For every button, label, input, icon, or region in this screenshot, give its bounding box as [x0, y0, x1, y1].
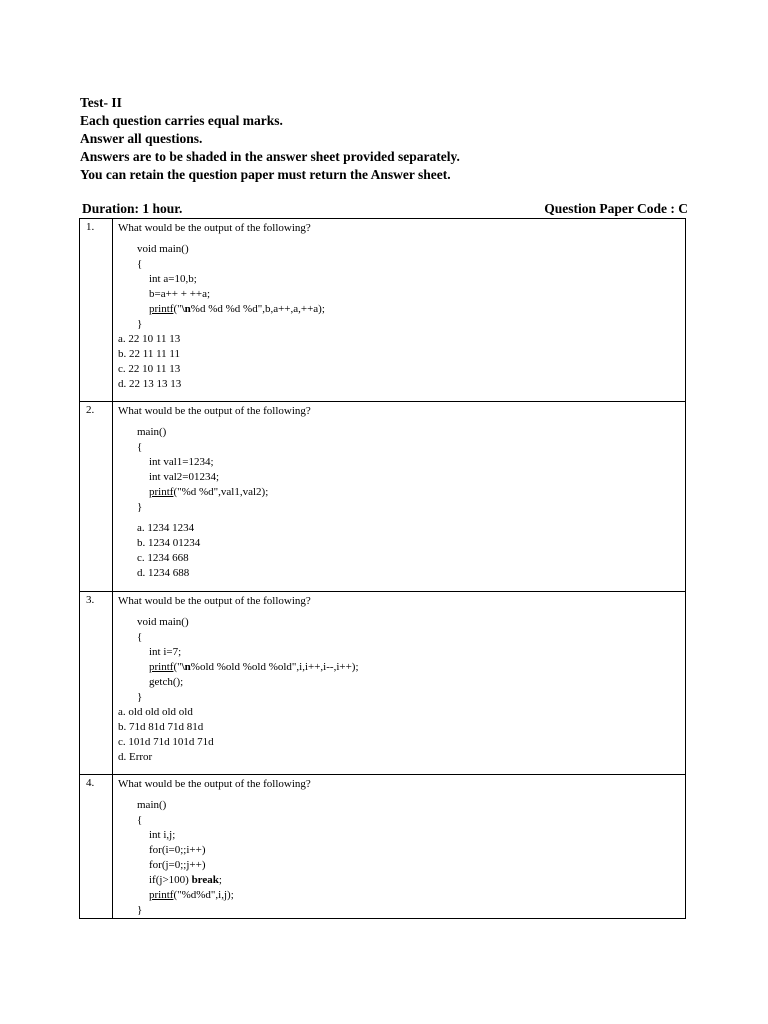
option-a: a. 22 10 11 13 — [118, 333, 181, 345]
code-fragment: \n — [181, 303, 191, 315]
option-d: d. 1234 688 — [137, 567, 190, 579]
code-line — [137, 485, 685, 500]
question-text: What would be the output of the following? — [118, 222, 311, 234]
printf-keyword: printf — [149, 486, 174, 498]
code-fragment: ("%d %d",val1,val2); — [173, 486, 269, 498]
code-line: int val1=1234; — [149, 456, 214, 468]
code-block — [137, 615, 685, 705]
duration-label: Duration: 1 hour. — [82, 201, 183, 216]
code-line: { — [137, 441, 143, 453]
printf-keyword: printf — [149, 889, 174, 901]
question-body — [113, 402, 686, 592]
printf-keyword: printf — [149, 303, 174, 315]
option-c: c. 22 10 11 13 — [118, 363, 181, 375]
break-keyword: break — [191, 874, 219, 886]
question-number: 3. — [80, 592, 113, 775]
paper-code-label: Question Paper Code : C — [544, 201, 688, 216]
code-line — [137, 873, 685, 888]
option-b: b. 1234 01234 — [137, 537, 201, 549]
question-row — [80, 592, 686, 775]
code-line: getch(); — [149, 676, 184, 688]
question-number: 2. — [80, 402, 113, 592]
code-line: for(i=0;;i++) — [149, 844, 206, 856]
code-line: } — [137, 501, 143, 513]
test-title: Test- II — [80, 95, 122, 110]
question-body — [113, 775, 686, 919]
question-text: What would be the output of the following? — [118, 595, 311, 607]
question-body — [113, 592, 686, 775]
code-block — [137, 425, 685, 515]
code-line: int a=10,b; — [149, 273, 197, 285]
code-line: b=a++ + ++a; — [149, 288, 211, 300]
option-a: a. 1234 1234 — [137, 522, 195, 534]
code-line: { — [137, 631, 143, 643]
printf-keyword: printf — [149, 661, 174, 673]
question-row — [80, 219, 686, 402]
code-line: int val2=01234; — [149, 471, 220, 483]
question-text: What would be the output of the following? — [118, 405, 311, 417]
code-fragment: %d %d %d %d",b,a++,a,++a); — [190, 303, 325, 315]
option-b: b. 22 11 11 11 — [118, 348, 181, 360]
code-fragment: (" — [173, 303, 182, 315]
code-line: main() — [137, 799, 167, 811]
question-body — [113, 219, 686, 402]
code-line: main() — [137, 426, 167, 438]
code-line: for(j=0;;j++) — [149, 859, 206, 871]
option-d: d. Error — [118, 751, 153, 763]
code-fragment: ; — [218, 874, 222, 886]
code-line: int i=7; — [149, 646, 182, 658]
paper-instructions — [80, 94, 460, 184]
option-b: b. 71d 81d 71d 81d — [118, 721, 204, 733]
option-c: c. 1234 668 — [137, 552, 189, 564]
code-line — [137, 660, 685, 675]
code-fragment: (" — [173, 661, 182, 673]
instruction-line: Answer all questions. — [80, 131, 203, 146]
code-line: void main() — [137, 616, 189, 628]
option-d: d. 22 13 13 13 — [118, 378, 182, 390]
code-fragment: %old %old %old %old",i,i++,i--,i++); — [190, 661, 359, 673]
code-line — [137, 302, 685, 317]
instruction-line: Each question carries equal marks. — [80, 113, 283, 128]
question-number: 4. — [80, 775, 113, 919]
question-number: 1. — [80, 219, 113, 402]
option-a: a. old old old old — [118, 706, 193, 718]
question-row — [80, 775, 686, 919]
question-row — [80, 402, 686, 592]
code-line: void main() — [137, 243, 189, 255]
code-fragment: if(j>100) — [149, 874, 192, 886]
question-text: What would be the output of the following? — [118, 778, 311, 790]
code-line: { — [137, 258, 143, 270]
code-line: int i,j; — [149, 829, 176, 841]
code-fragment: ("%d%d",i,j); — [173, 889, 234, 901]
instruction-line: You can retain the question paper must return the Answer sheet. — [80, 167, 451, 182]
option-c: c. 101d 71d 101d 71d — [118, 736, 214, 748]
code-line: } — [137, 318, 143, 330]
code-line: } — [137, 904, 143, 916]
code-line — [137, 888, 685, 903]
options-list — [137, 521, 685, 581]
code-line: { — [137, 814, 143, 826]
code-block — [137, 798, 685, 918]
instruction-line: Answers are to be shaded in the answer sheet provided separately. — [80, 149, 460, 164]
code-block — [137, 242, 685, 332]
code-line: } — [137, 691, 143, 703]
code-fragment: \n — [181, 661, 191, 673]
questions-table — [79, 218, 686, 919]
